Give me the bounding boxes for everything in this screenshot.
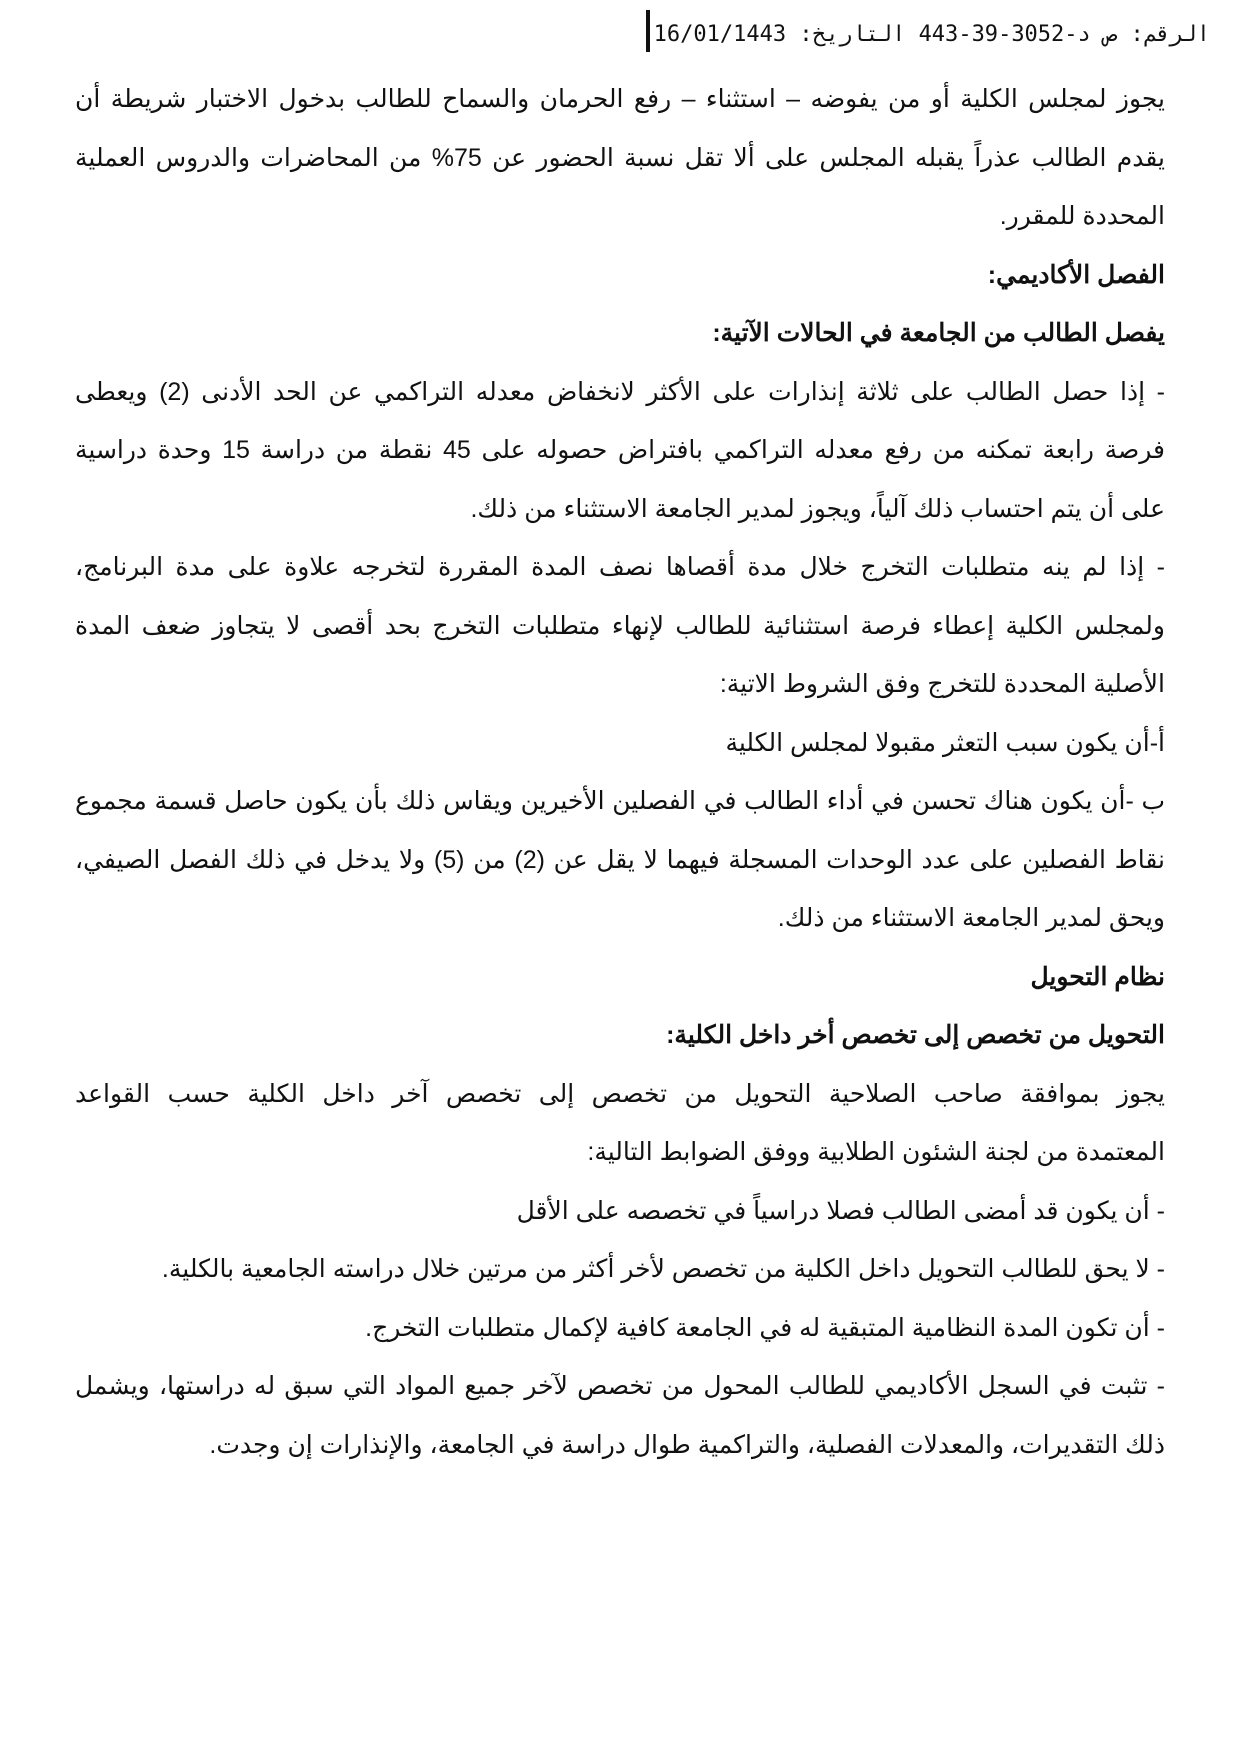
paragraph-line: يقدم الطالب عذراً يقبله المجلس على ألا تقل نسبة الحضور عن 75% من المحاضرات والدروس العملية (75, 143, 1165, 172)
paragraph-line: المحددة للمقرر. (999, 202, 1165, 230)
paragraph-line: ويحق لمدير الجامعة الاستثناء من ذلك. (777, 904, 1165, 932)
paragraph-line: - إذا حصل الطالب على ثلاثة إنذارات على الأكثر لانخفاض معدله التراكمي عن الحد الأدنى (2) ويعطى (75, 377, 1165, 406)
paragraph-line: ب -أن يكون هناك تحسن في أداء الطالب في الفصلين الأخيرين ويقاس ذلك بأن يكون حاصل قسمة مجموع (75, 787, 1165, 815)
paragraph-line: - أن يكون قد أمضى الطالب فصلا دراسياً في تخصصه على الأقل (516, 1196, 1165, 1225)
paragraph-line: - أن تكون المدة النظامية المتبقية له في الجامعة كافية لإكمال متطلبات التخرج. (365, 1313, 1165, 1342)
header-divider-bar (646, 10, 650, 52)
paragraph-line: نقاط الفصلين على عدد الوحدات المسجلة فيهما لا يقل عن (2) من (5) ولا يدخل في ذلك الفصل الصيفي، (75, 845, 1165, 874)
paragraph-line: أ-أن يكون سبب التعثر مقبولا لمجلس الكلية (725, 728, 1165, 757)
paragraph-line: - تثبت في السجل الأكاديمي للطالب المحول من تخصص لآخر جميع المواد التي سبق له دراستها، ويشمل (75, 1372, 1165, 1400)
document-body (75, 70, 1165, 1474)
section-heading: نظام التحويل (1030, 962, 1165, 991)
section-heading: التحويل من تخصص إلى تخصص أخر داخل الكلية: (666, 1021, 1165, 1049)
paragraph-line: - إذا لم ينه متطلبات التخرج خلال مدة أقصاها نصف المدة المقررة لتخرجه علاوة على مدة البرنامج، (75, 553, 1165, 581)
paragraph-line: الأصلية المحددة للتخرج وفق الشروط الاتية: (719, 670, 1165, 698)
section-heading: الفصل الأكاديمي: (987, 260, 1165, 289)
paragraph-line: ذلك التقديرات، والمعدلات الفصلية، والتراكمية طوال دراسة في الجامعة، والإنذارات إن وجدت. (209, 1430, 1165, 1459)
reference-date-line: الرقم: ص د-3052-39-443 التاريخ: 16/01/1443 (653, 21, 1210, 47)
paragraph-line: المعتمدة من لجنة الشئون الطلابية ووفق الضوابط التالية: (587, 1138, 1165, 1166)
paragraph-line: - لا يحق للطالب التحويل داخل الكلية من تخصص لأخر أكثر من مرتين خلال دراسته الجامعية بالكلية. (161, 1255, 1165, 1283)
section-heading: يفصل الطالب من الجامعة في الحالات الآتية: (712, 319, 1165, 347)
paragraph-line: يجوز بموافقة صاحب الصلاحية التحويل من تخصص إلى تخصص آخر داخل الكلية حسب القواعد (75, 1079, 1165, 1108)
paragraph-line: يجوز لمجلس الكلية أو من يفوضه – استثناء – رفع الحرمان والسماح للطالب بدخول الاختبار شريطة أن (75, 85, 1165, 113)
paragraph-line: فرصة رابعة تمكنه من رفع معدله التراكمي بافتراض حصوله على 45 نقطة من دراسة 15 وحدة دراسية (75, 436, 1165, 464)
paragraph-line: على أن يتم احتساب ذلك آلياً، ويجوز لمدير الجامعة الاستثناء من ذلك. (470, 494, 1165, 523)
paragraph-line: ولمجلس الكلية إعطاء فرصة استثنائية للطالب لإنهاء متطلبات التخرج بحد أقصى لا يتجاوز ضعف المدة (75, 611, 1165, 640)
